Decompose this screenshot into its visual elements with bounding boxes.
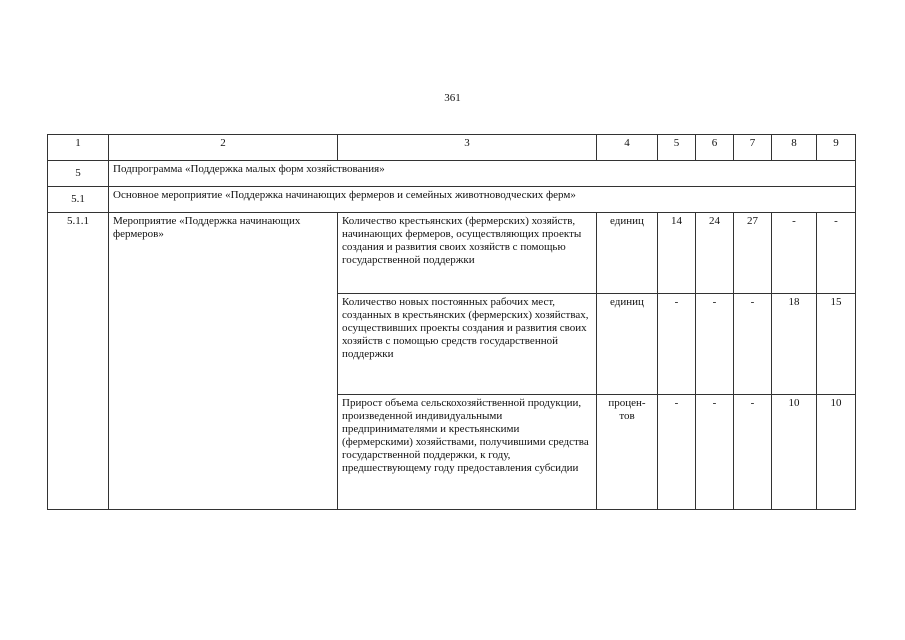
indicator-unit: единиц: [597, 294, 658, 395]
main-event-row: [48, 187, 856, 213]
value-cell: 14: [658, 213, 696, 294]
header-cell: 5: [658, 135, 696, 161]
value-cell: 18: [772, 294, 817, 395]
header-cell: 8: [772, 135, 817, 161]
header-cell: 9: [817, 135, 856, 161]
header-row: [48, 135, 856, 161]
header-cell: 1: [48, 135, 109, 161]
subprogram-number: 5: [48, 161, 109, 187]
value-cell: -: [658, 294, 696, 395]
subprogram-row: [48, 161, 856, 187]
value-cell: -: [734, 294, 772, 395]
value-cell: 24: [696, 213, 734, 294]
value-cell: 27: [734, 213, 772, 294]
main-event-title: Основное мероприятие «Поддержка начинающих фермеров и семейных животноводческих ферм»: [109, 187, 856, 213]
indicator-text: Количество крестьянских (фермерских) хозяйств, начинающих фермеров, осуществляющих проекты создания и развития своих хозяйств с помощью государственной поддержки: [338, 213, 597, 294]
value-cell: -: [734, 395, 772, 510]
event-name: Мероприятие «Поддержка начинающих фермеров»: [109, 213, 338, 510]
event-number: 5.1.1: [48, 213, 109, 510]
indicator-text: Количество новых постоянных рабочих мест, созданных в крестьянских (фермерских) хозяйствах, осуществивших проекты создания и развития своих хозяйств с помощью средств государственной поддержки: [338, 294, 597, 395]
value-cell: -: [772, 213, 817, 294]
indicator-unit: единиц: [597, 213, 658, 294]
value-cell: 10: [817, 395, 856, 510]
value-cell: -: [696, 294, 734, 395]
page-number: 361: [444, 92, 461, 104]
indicators-table: [47, 134, 856, 510]
value-cell: -: [696, 395, 734, 510]
subprogram-title: Подпрограмма «Поддержка малых форм хозяйствования»: [109, 161, 856, 187]
indicator-row: [48, 213, 856, 294]
indicator-text: Прирост объема сельскохозяйственной продукции, произведенной индивидуальными предпринимателями и крестьянскими (фермерскими) хозяйствами, получившими средства государственной поддержки, к году, предшествующему году предоставления субсидии: [338, 395, 597, 510]
header-cell: 2: [109, 135, 338, 161]
header-cell: 7: [734, 135, 772, 161]
header-cell: 3: [338, 135, 597, 161]
value-cell: -: [658, 395, 696, 510]
value-cell: 15: [817, 294, 856, 395]
indicator-unit: процен-тов: [597, 395, 658, 510]
header-cell: 6: [696, 135, 734, 161]
value-cell: -: [817, 213, 856, 294]
main-event-number: 5.1: [48, 187, 109, 213]
header-cell: 4: [597, 135, 658, 161]
value-cell: 10: [772, 395, 817, 510]
